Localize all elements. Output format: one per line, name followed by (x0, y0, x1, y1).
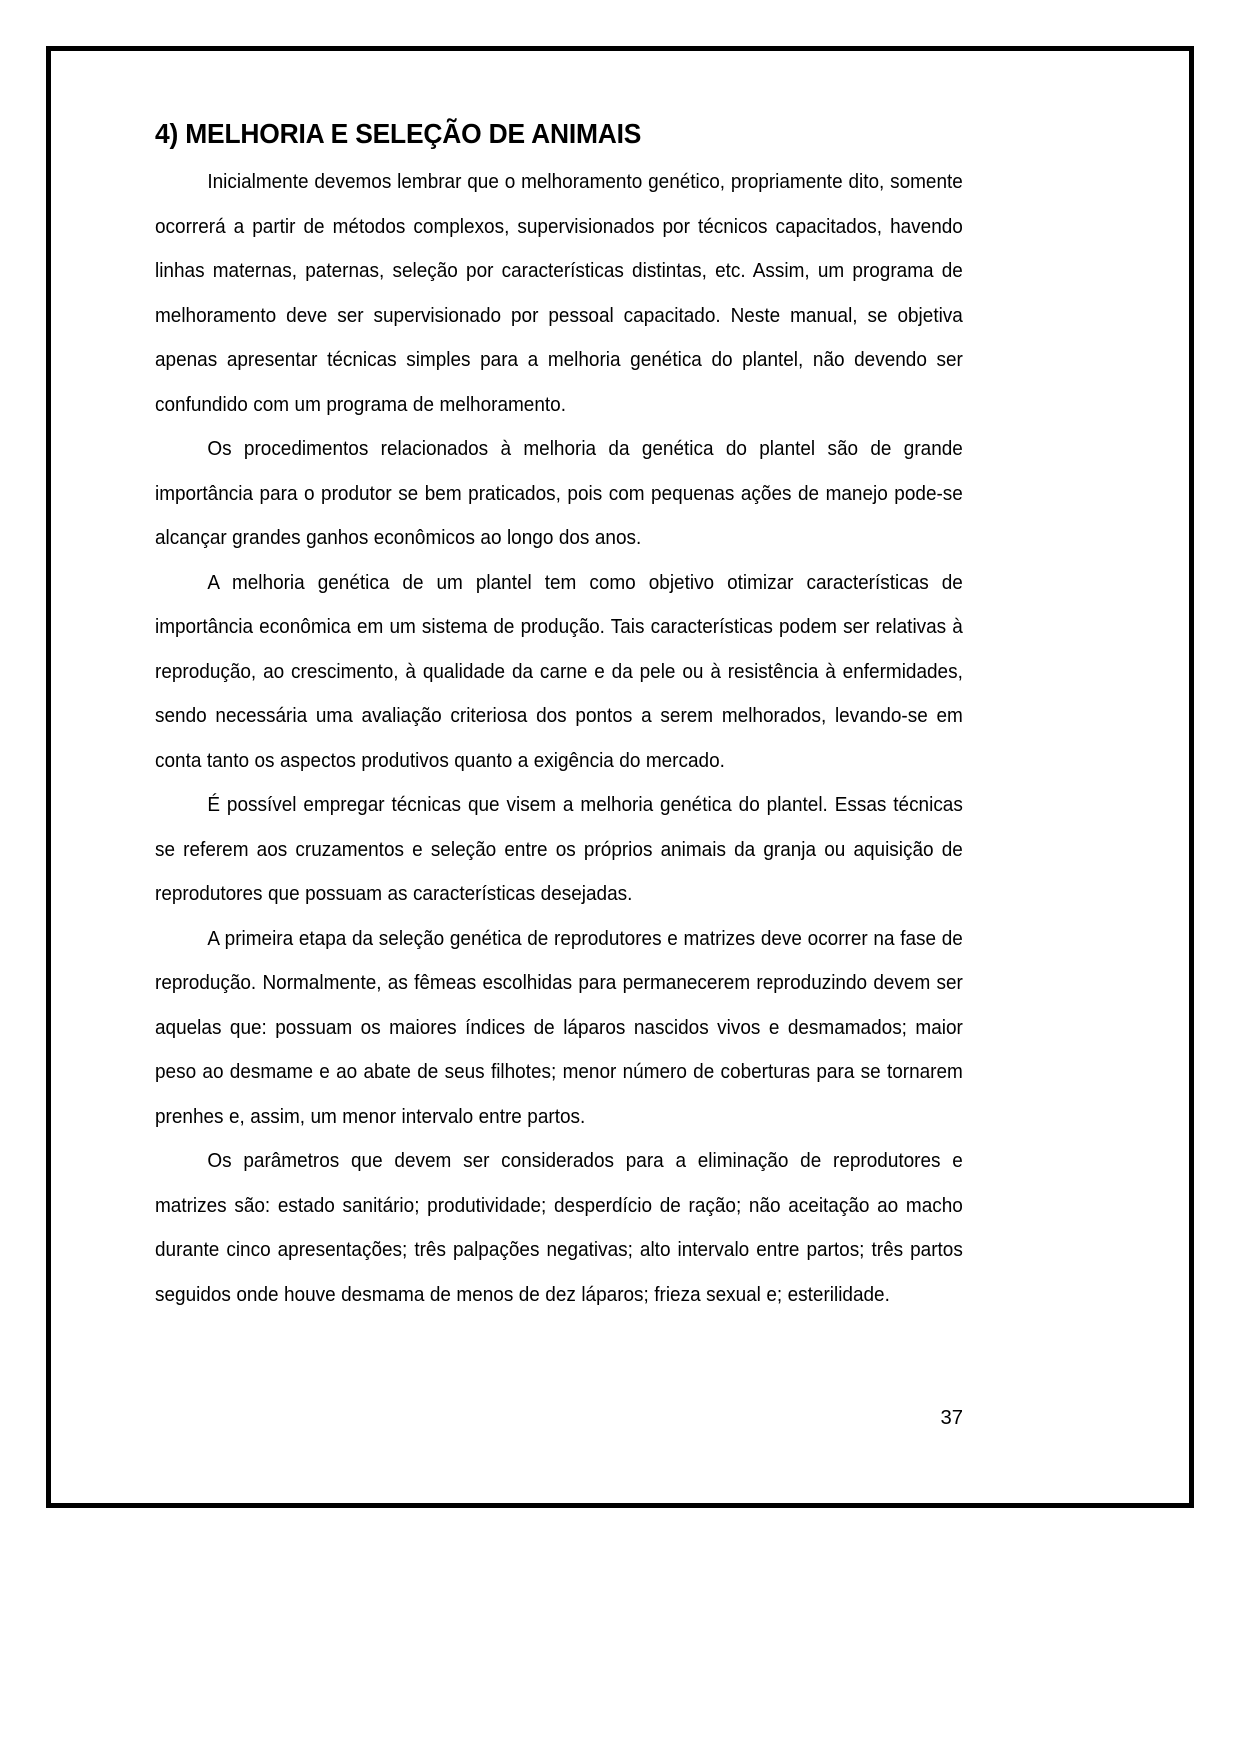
page-number: 37 (940, 1407, 963, 1429)
page-content (155, 118, 963, 1317)
body-paragraph-4: É possível empregar técnicas que visem a melhoria genética do plantel. Essas técnicas se referem aos cruzamentos e seleção entre os próprios animais da granja ou aquisição de reprodutores que possuam as características desejadas. (155, 794, 963, 906)
body-paragraph-1: Inicialmente devemos lembrar que o melhoramento genético, propriamente dito, somente ocorrerá a partir de métodos complexos, supervisionados por técnicos capacitados, havendo linhas maternas, paternas, seleção por características distintas, etc. Assim, um programa de melhoramento deve ser supervisionado por pessoal capacitado. Neste manual, se objetiva apenas apresentar técnicas simples para a melhoria genética do plantel, não devendo ser confundido com um programa de melhoramento. (155, 171, 963, 416)
body-paragraph-3: A melhoria genética de um plantel tem como objetivo otimizar características de importância econômica em um sistema de produção. Tais características podem ser relativas à reprodução, ao crescimento, à qualidade da carne e da pele ou à resistência à enfermidades, sendo necessária uma avaliação criteriosa dos pontos a serem melhorados, levando-se em conta tanto os aspectos produtivos quanto a exigência do mercado. (155, 571, 963, 772)
body-paragraph-2: Os procedimentos relacionados à melhoria da genética do plantel são de grande importância para o produtor se bem praticados, pois com pequenas ações de manejo pode-se alcançar grandes ganhos econômicos ao longo dos anos. (155, 438, 963, 550)
body-paragraph-5: A primeira etapa da seleção genética de reprodutores e matrizes deve ocorrer na fase de reprodução. Normalmente, as fêmeas escolhidas para permanecerem reproduzindo devem ser aquelas que: possuam os maiores índices de láparos nascidos vivos e desmamados; maior peso ao desmame e ao abate de seus filhotes; menor número de coberturas para se tornarem prenhes e, assim, um menor intervalo entre partos. (155, 927, 963, 1128)
body-paragraph-6: Os parâmetros que devem ser considerados para a eliminação de reprodutores e matrizes são: estado sanitário; produtividade; desperdício de ração; não aceitação ao macho durante cinco apresentações; três palpações negativas; alto intervalo entre partos; três partos seguidos onde houve desmama de menos de dez láparos; frieza sexual e; esterilidade. (155, 1150, 963, 1306)
section-heading: 4) MELHORIA E SELEÇÃO DE ANIMAIS (155, 118, 642, 149)
